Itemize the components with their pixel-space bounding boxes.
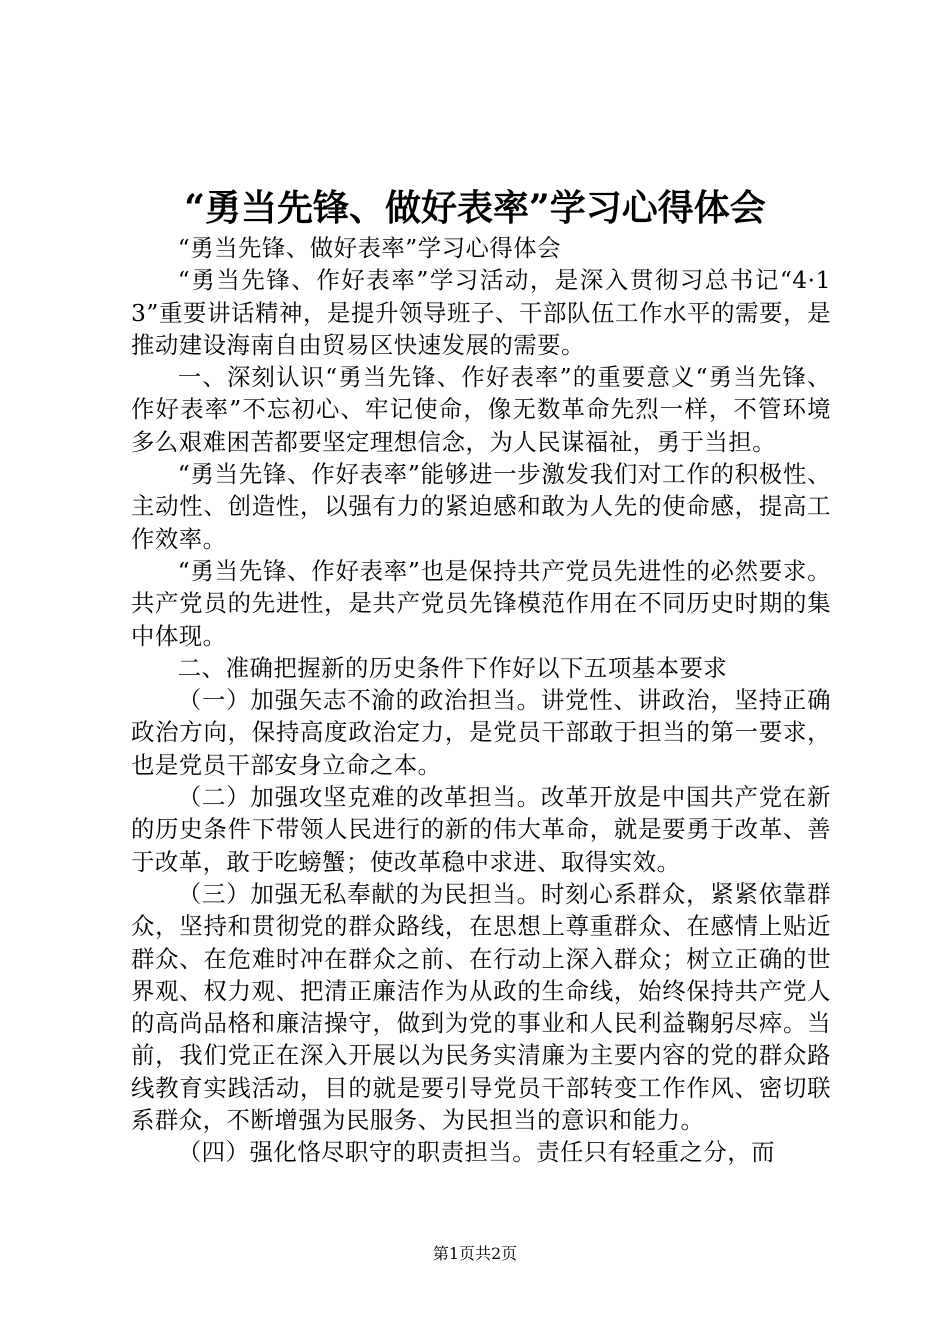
paragraph-section-one: 一、深刻认识“勇当先锋、作好表率”的重要意义“勇当先锋、作好表率”不忘初心、牢记使命，像无数革命先烈一样，不管环境多么艰难困苦都要坚定理想信念，为人民谋福祉，勇于当担。 [131, 363, 831, 456]
page-number: 第1页 [432, 1244, 475, 1263]
paragraph-item-four: （四）强化恪尽职守的职责担当。责任只有轻重之分，而 [177, 1138, 776, 1167]
paragraph-motivation: “勇当先锋、作好表率”能够进一步激发我们对工作的积极性、主动性、创造性，以强有力的紧迫感和敢为人先的使命感，提高工作效率。 [131, 460, 831, 553]
page-footer [0, 1243, 950, 1265]
page-total: 共2页 [475, 1244, 518, 1263]
paragraph-item-three: （三）加强无私奉献的为民担当。时刻心系群众，紧紧依靠群众，坚持和贯彻党的群众路线，在思想上尊重群众、在感情上贴近群众、在危难时冲在群众之前、在行动上深入群众；树立正确的世界观、权力观、把清正廉洁作为从政的生命线，始终保持共产党人的高尚品格和廉洁操守，做到为党的事业和人民利益鞠躬尽瘁。当前，我们党正在深入开展以为民务实清廉为主要内容的党的群众路线教育实践活动，目的就是要引导党员干部转变工作作风、密切联系群众，不断增强为民服务、为民担当的意识和能力。 [131, 879, 831, 1135]
paragraph-intro: “勇当先锋、作好表率”学习活动，是深入贯彻习总书记“4·13”重要讲话精神，是提升领导班子、干部队伍工作水平的需要，是推动建设海南自由贸易区快速发展的需要。 [131, 266, 831, 359]
paragraph-heading-repeat: “勇当先锋、做好表率”学习心得体会 [177, 234, 562, 262]
paragraph-item-one: （一）加强矢志不渝的政治担当。讲党性、讲政治，坚持正确政治方向，保持高度政治定力，是党员干部敢于担当的第一要求，也是党员干部安身立命之本。 [131, 686, 831, 779]
paragraph-item-two: （二）加强攻坚克难的改革担当。改革开放是中国共产党在新的历史条件下带领人民进行的新的伟大革命，就是要勇于改革、善于改革，敢于吃螃蟹；使改革稳中求进、取得实效。 [131, 783, 831, 876]
paragraph-advancement: “勇当先锋、作好表率”也是保持共产党员先进性的必然要求。共产党员的先进性，是共产党员先锋模范作用在不同历史时期的集中体现。 [131, 556, 831, 650]
document-title: “勇当先锋、做好表率”学习心得体会 [184, 187, 766, 229]
paragraph-section-two: 二、准确把握新的历史条件下作好以下五项基本要求 [177, 653, 728, 682]
document-body [131, 232, 831, 1169]
